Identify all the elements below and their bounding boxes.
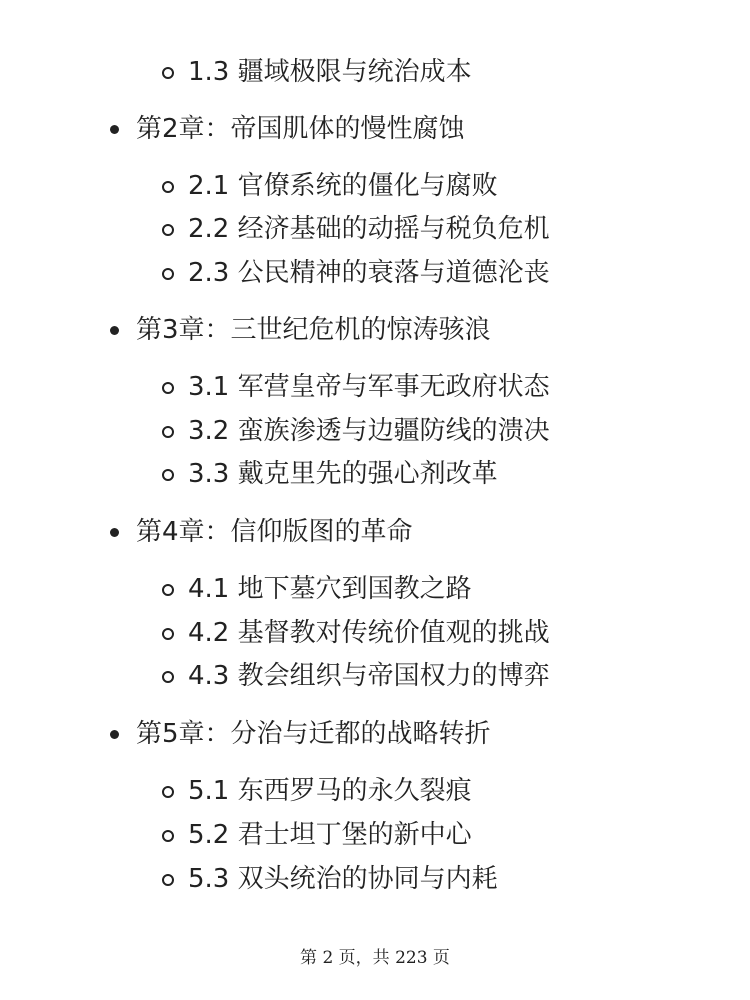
hollow-bullet-icon: [162, 830, 174, 842]
toc-chapter-title: 第2章：帝国肌体的慢性腐蚀: [136, 114, 465, 144]
hollow-bullet-icon: [162, 224, 174, 236]
toc-section-title: 3.1 军营皇帝与军事无政府状态: [188, 372, 550, 402]
hollow-bullet-icon: [162, 874, 174, 886]
toc-section-title: 5.2 君士坦丁堡的新中心: [188, 820, 472, 850]
toc-section-title: 3.3 戴克里先的强心剂改革: [188, 459, 498, 489]
hollow-bullet-icon: [162, 67, 174, 79]
solid-bullet-icon: [110, 125, 119, 134]
toc-chapter-title: 第4章：信仰版图的革命: [136, 517, 413, 547]
toc-section-title: 4.1 地下墓穴到国教之路: [188, 574, 472, 604]
toc-section-title: 5.3 双头统治的协同与内耗: [188, 864, 498, 894]
toc-chapter-title: 第3章：三世纪危机的惊涛骇浪: [136, 315, 491, 345]
solid-bullet-icon: [110, 326, 119, 335]
hollow-bullet-icon: [162, 584, 174, 596]
toc-section-title: 1.3 疆域极限与统治成本: [188, 57, 472, 87]
hollow-bullet-icon: [162, 628, 174, 640]
hollow-bullet-icon: [162, 426, 174, 438]
hollow-bullet-icon: [162, 671, 174, 683]
toc-section-title: 5.1 东西罗马的永久裂痕: [188, 776, 472, 806]
toc-section-title: 2.1 官僚系统的僵化与腐败: [188, 171, 498, 201]
toc-section-title: 3.2 蛮族渗透与边疆防线的溃决: [188, 416, 550, 446]
solid-bullet-icon: [110, 528, 119, 537]
hollow-bullet-icon: [162, 181, 174, 193]
toc-section-title: 4.2 基督教对传统价值观的挑战: [188, 618, 550, 648]
hollow-bullet-icon: [162, 469, 174, 481]
hollow-bullet-icon: [162, 786, 174, 798]
toc-section-title: 2.2 经济基础的动摇与税负危机: [188, 214, 550, 244]
toc-section-title: 4.3 教会组织与帝国权力的博弈: [188, 661, 550, 691]
toc-chapter-title: 第5章：分治与迁都的战略转折: [136, 719, 491, 749]
solid-bullet-icon: [110, 730, 119, 739]
page-number-footer: 第 2 页，共 223 页: [300, 948, 450, 968]
hollow-bullet-icon: [162, 382, 174, 394]
toc-section-title: 2.3 公民精神的衰落与道德沦丧: [188, 258, 550, 288]
hollow-bullet-icon: [162, 268, 174, 280]
